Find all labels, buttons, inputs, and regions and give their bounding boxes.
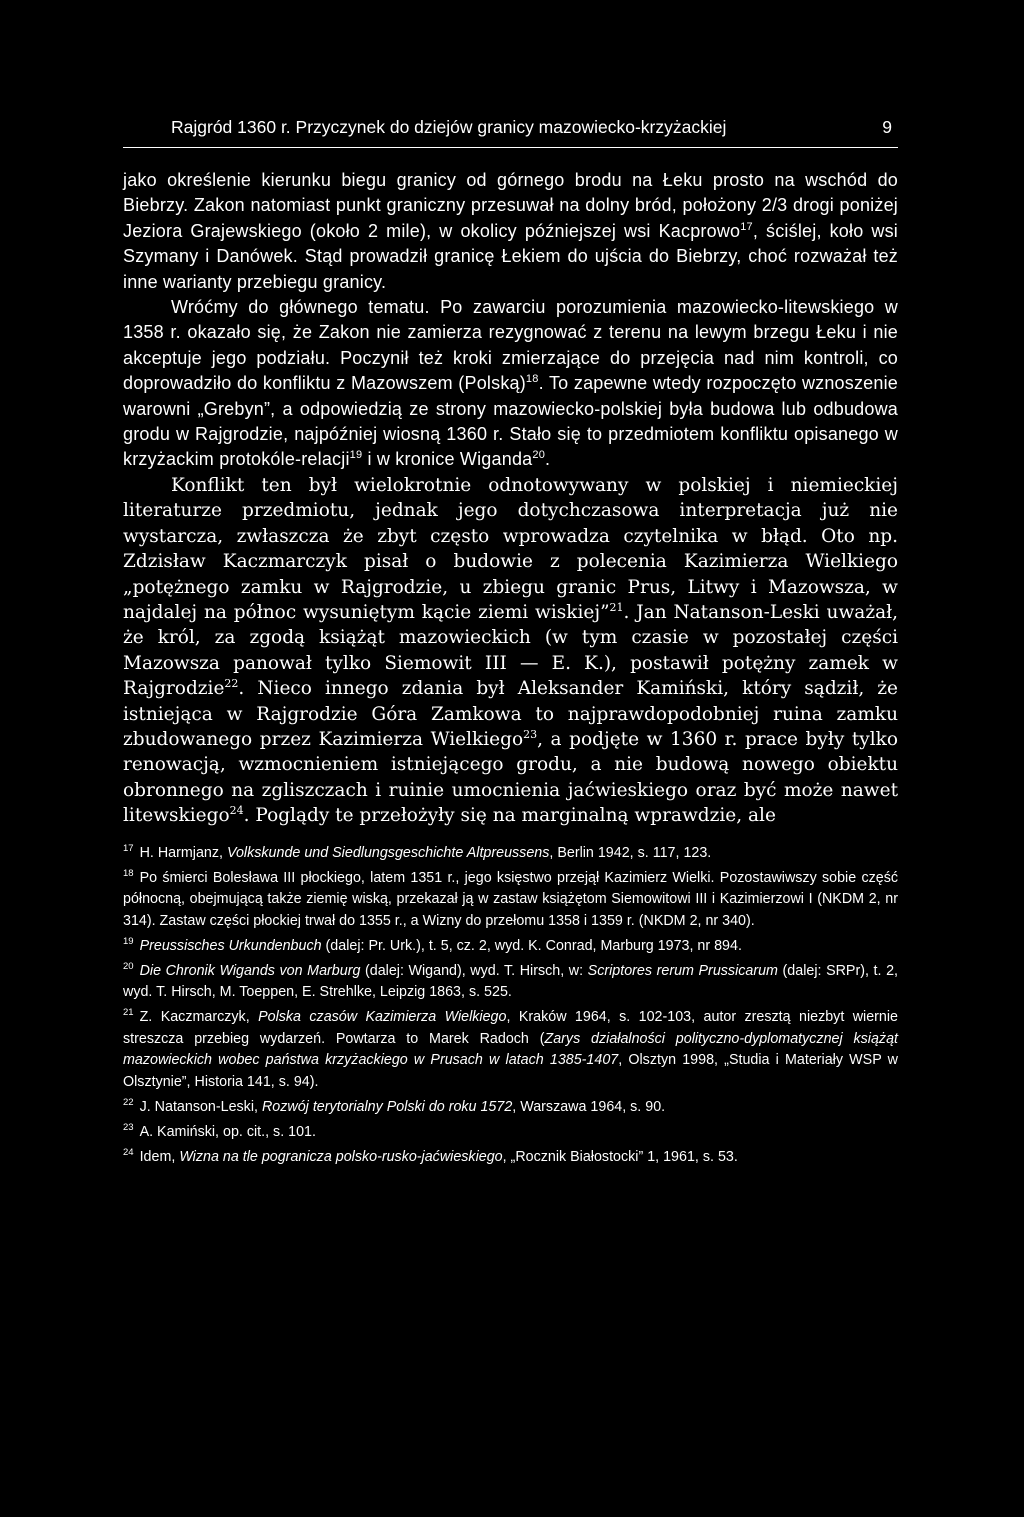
running-head [123, 117, 898, 143]
footnote-number: 21 [123, 1007, 134, 1019]
text-run: , Kraków 1964, s. 102-103, autor zresztą niezbyt wiernie streszcza przebieg wydarzeń. Powtarza to Marek Radoch ( [123, 1009, 898, 1047]
footnote-ref: 24 [229, 804, 244, 817]
text-run: i w kronice Wiganda [362, 449, 533, 470]
text-run: . Poglądy te przełożyły się na marginalną wprawdzie, ale [243, 805, 776, 827]
text-run: Idem, [139, 1148, 180, 1165]
title-italic: Zarys działalności polityczno-dyplomatycznej książąt mazowieckich wobec państwa krzyżackiego w Prusach w latach 1385-1407 [123, 1030, 898, 1069]
text-run: A. Kamiński, op. cit., s. 101. [139, 1123, 316, 1140]
text-run: (dalej: Wigand), wyd. T. Hirsch, w: [360, 962, 588, 979]
text-run: jako określenie kierunku biegu granicy od górnego brodu na Łeku prosto na wschód do Biebrzy. Zakon natomiast punkt graniczny przesuwał na dolny bród, położony 2/3 drogi poniżej Jeziora Grajewskiego (około 2 mile), w okolicy późniejszej wsi Kacprowo [123, 170, 898, 241]
text-run: , Berlin 1942, s. 117, 123. [549, 844, 712, 861]
page-number: 9 [882, 117, 892, 137]
footnote-ref: 21 [609, 600, 624, 614]
footnote-number: 22 [123, 1096, 134, 1108]
footnote-number: 24 [123, 1146, 134, 1158]
footnote-21 [123, 1007, 898, 1093]
title-italic: Wizna na tle pogranicza polsko-rusko-jaćwieskiego [179, 1148, 503, 1165]
title-italic: Preussisches Urkundenbuch [139, 937, 322, 954]
text-run: . [545, 449, 551, 470]
footnote-number: 20 [123, 960, 134, 972]
header-rule [123, 147, 898, 148]
footnotes [123, 843, 898, 1169]
footnote-number: 23 [123, 1121, 134, 1133]
paragraph-3 [123, 473, 898, 829]
text-run: . Nieco innego zdania był Aleksander Kamiński, który sądził, że istniejąca w Rajgrodzie Góra Zamkowa to najprawdopodobniej ruina zamku zbudowanego przez Kazimierza Wielkiego [123, 678, 898, 750]
title-italic: Rozwój terytorialny Polski do roku 1572 [261, 1098, 513, 1115]
footnote-ref: 17 [740, 220, 753, 233]
footnote-20 [123, 961, 898, 1004]
main-text [123, 168, 898, 829]
text-run: H. Harmjanz, [139, 844, 227, 861]
paragraph-2 [123, 295, 898, 473]
title-italic: Die Chronik Wigands von Marburg [139, 962, 361, 979]
text-run: , ściślej, koło wsi Szymany i Danówek. Stąd prowadził granicę Łekiem do ujścia do Biebrzy, choć rozważał też inne warianty przebiegu granicy. [123, 220, 898, 292]
footnote-17 [123, 843, 898, 865]
title-italic: Volkskunde und Siedlungsgeschichte Altpreussens [226, 844, 550, 861]
text-run: J. Natanson-Leski, [139, 1098, 262, 1115]
text-run: , Olsztyn 1998, „Studia i Materiały WSP w Olsztynie”, Historia 141, s. 94). [123, 1052, 898, 1090]
footnote-23 [123, 1122, 898, 1144]
text-run: Z. Kaczmarczyk, [139, 1009, 259, 1026]
footnote-18 [123, 868, 898, 933]
footnote-22 [123, 1097, 898, 1119]
footnote-ref: 20 [532, 449, 546, 462]
footnote-24 [123, 1147, 898, 1169]
footnote-ref: 19 [349, 449, 363, 462]
text-run: (dalej: Pr. Urk.), t. 5, cz. 2, wyd. K. Conrad, Marburg 1973, nr 894. [321, 937, 742, 954]
footnote-19 [123, 936, 898, 958]
footnote-number: 17 [123, 842, 134, 854]
footnote-ref: 18 [525, 373, 539, 386]
text-run: , „Rocznik Białostocki” 1, 1961, s. 53. [502, 1148, 738, 1165]
footnote-ref: 22 [224, 676, 239, 690]
text-run: Po śmierci Bolesława III płockiego, latem 1351 r., jego księstwo przejął Kazimierz Wielki. Pozostawiwszy sobie część północną, obejmującą także ziemię wiską, przekazał ją w zastaw książętom Siemowitowi III i Kazimierzowi I (NKDM 2, nr 314). Zastaw części płockiej trwał do 1355 r., a Wizny do przełomu 1358 i 1359 r. (NKDM 2, nr 340). [123, 869, 898, 929]
text-run: Wróćmy do głównego tematu. Po zawarciu porozumienia mazowiecko-litewskiego w 1358 r. okazało się, że Zakon nie zamierza rezygnować z terenu na lewym brzegu Łeku i nie akceptuje jego podziału. Poczynił też kroki zmierzające do przejęcia nad nim kontroli, co doprowadziło do konfliktu z Mazowszem (Polską) [123, 297, 898, 394]
title-italic: Scriptores rerum Prussicarum [587, 962, 778, 979]
text-run: . To zapewne wtedy rozpoczęto wznoszenie warowni „Grebyn”, a odpowiedzią ze strony mazowiecko-polskiej była budowa lub odbudowa grodu w Rajgrodzie, najpóźniej wiosną 1360 r. Stało się to przedmiotem konfliktu opisanego w krzyżackim protokóle-relacji [123, 373, 898, 470]
text-run: Konflikt ten był wielokrotnie odnotowywany w polskiej i niemieckiej literaturze przedmiotu, jednak jego dotychczasowa interpretacja już nie wystarcza, zwłaszcza że zbyt często wprowadza czytelnika w błąd. Oto np. Zdzisław Kaczmarczyk pisał o budowie z polecenia Kazimierza Wielkiego „potężnego zamku w Rajgrodzie, u zbiegu granic Prus, Litwy i Mazowsza, w najdalej na północ wysuniętym kącie ziemi wiskiej” [123, 474, 898, 623]
running-title: Rajgród 1360 r. Przyczynek do dziejów granicy mazowiecko-krzyżackiej [171, 117, 727, 137]
text-run: , Warszawa 1964, s. 90. [512, 1098, 666, 1115]
paragraph-1 [123, 168, 898, 295]
footnote-number: 19 [123, 935, 134, 947]
footnote-number: 18 [123, 867, 134, 879]
text-run: (dalej: SRPr), t. 2, wyd. T. Hirsch, M. Toeppen, E. Strehlke, Leipzig 1863, s. 525. [123, 962, 898, 1001]
text-run: . Jan Natanson-Leski uważał, że król, za zgodą książąt mazowieckich (w tym czasie w pozostałej części Mazowsza panował tylko Siemowit III — E. K.), postawił potężny zamek w Rajgrodzie [123, 601, 898, 700]
footnote-ref: 23 [523, 727, 538, 741]
title-italic: Polska czasów Kazimierza Wielkiego [258, 1009, 507, 1026]
text-run: , a podjęte w 1360 r. prace były tylko renowacją, wzmocnieniem istniejącego grodu, a nie budową nowego obiektu obronnego na zgliszczach i ruinie umocnienia jaćwieskiego oraz być może nawet litewskiego [123, 728, 899, 827]
